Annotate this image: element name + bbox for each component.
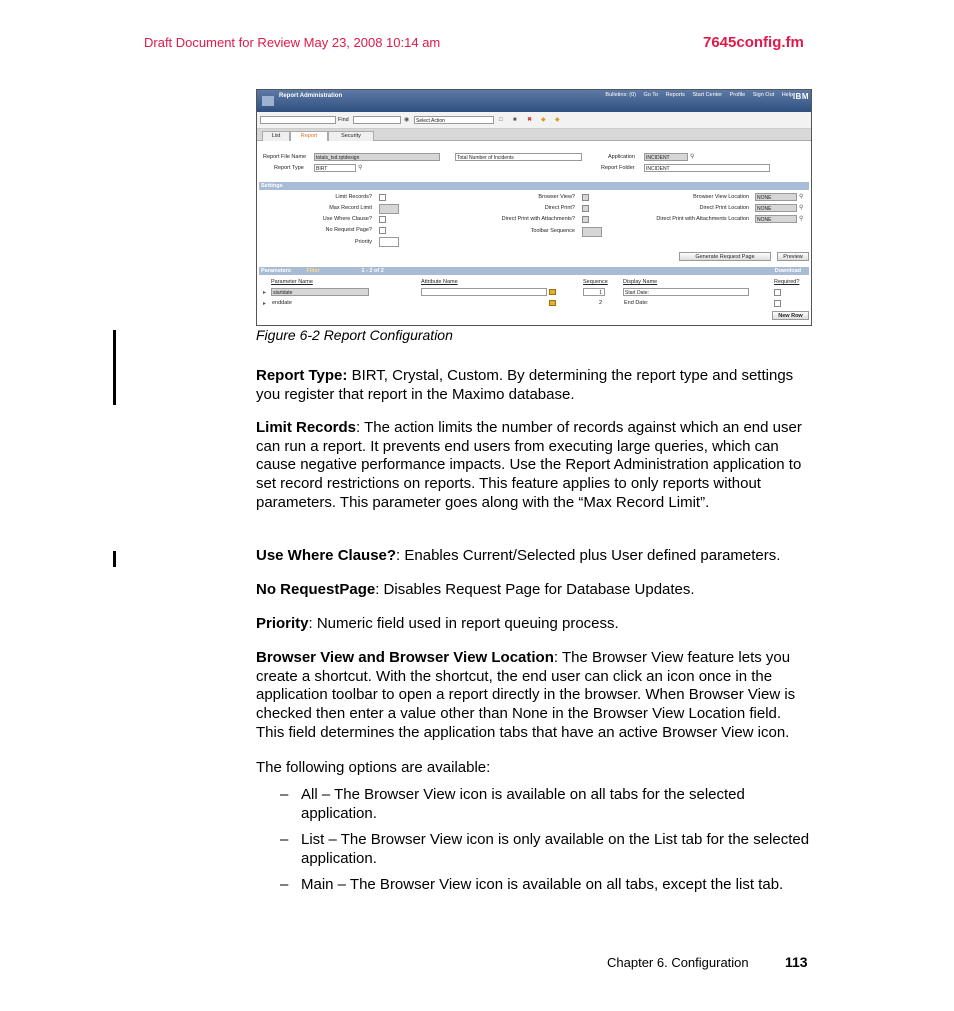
change-bar [113,551,116,567]
term: Browser View and Browser View Location [256,649,554,666]
magnifier-icon[interactable]: ⚲ [358,165,363,171]
list-item [280,876,810,895]
download-link[interactable]: Download [774,268,801,274]
max-record-limit-field [379,204,399,214]
app-title-bar [257,90,811,112]
magnifier-icon[interactable]: ⚲ [799,216,804,222]
column-display-name[interactable]: Display Name [623,279,658,285]
paragraph-limit-records [256,419,812,513]
required-checkbox[interactable] [774,300,781,307]
figure-caption: Figure 6-2 Report Configuration [256,327,453,343]
definition: : The action limits the number of records against which an end user can run a report. It prevents end users from executing large queries, which can cause negative performance impacts. Use the Report Administration application to set record restrictions on reports. This feature applies to only reports without parameters. This parameter goes along with the “Max Record Limit”. [256,419,802,511]
browser-view-label: Browser View? [538,194,575,200]
paragraph-priority [256,615,812,634]
report-type-label: Report Type [274,165,304,171]
magnifier-icon[interactable]: ⚲ [799,205,804,211]
browser-view-checkbox[interactable] [582,194,589,201]
running-header-filename: 7645config.fm [703,34,804,51]
nav-reports[interactable]: Reports [665,92,685,98]
no-request-page-checkbox[interactable] [379,227,386,234]
no-request-page-label: No Request Page? [325,227,372,233]
list-item [280,831,810,868]
list-item-text: List – The Browser View icon is only available on the List tab for the selected application. [301,831,810,867]
paragraph-use-where-clause [256,547,812,566]
maximo-logo-icon [262,96,274,106]
report-file-name-label: Report File Name [263,154,307,160]
toolbar-sequence-field [582,227,602,237]
nav-start-center[interactable]: Start Center [692,92,723,98]
application-field: INCIDENT [644,153,688,161]
limit-records-checkbox[interactable] [379,194,386,201]
page-number: 113 [785,954,808,970]
column-sequence[interactable]: Sequence [583,279,608,285]
nav-help[interactable]: Help [781,92,793,98]
settings-section-header: Settings [259,182,809,190]
paragraph-no-request-page [256,581,812,600]
parameter-name-field: startdate [271,288,369,296]
tab-list[interactable]: List [262,131,290,141]
magnifier-icon[interactable]: ⚲ [690,154,695,160]
display-name-field[interactable]: Start Date: [623,288,749,296]
new-record-icon[interactable]: □ [499,117,503,123]
sequence-field[interactable]: 1 [583,288,605,296]
display-name-text: End Date: [624,300,649,306]
list-dash: – [280,831,289,848]
term: Limit Records [256,419,357,436]
term: No RequestPage [256,581,376,598]
save-icon[interactable]: ■ [513,117,517,123]
report-description-field[interactable]: Total Number of Incidents [455,153,582,161]
definition: : Numeric field used in report queuing process. [308,615,619,632]
preview-button[interactable]: Preview [777,252,809,261]
paragraph-options-intro: The following options are available: [256,759,491,776]
tab-bar [257,129,811,141]
column-parameter-name[interactable]: Parameter Name [271,279,313,285]
column-required[interactable]: Required? [774,279,800,285]
list-dash: – [280,786,289,803]
tab-security[interactable]: Security [328,131,374,141]
term: Use Where Clause? [256,547,397,564]
definition: BIRT, Crystal, Custom. By determining the report type and settings you register that report in the Maximo database. [256,367,794,403]
nav-profile[interactable]: Profile [729,92,746,98]
find-field-select[interactable] [260,116,336,124]
ibm-logo: IBM [792,92,809,101]
toolbar [257,112,811,129]
direct-print-attachments-location-field: NONE [755,215,797,223]
generate-request-page-button[interactable]: Generate Request Page [679,252,771,261]
term: Report Type: [256,367,348,384]
next-icon[interactable]: ◆ [555,117,560,123]
list-item [280,786,810,823]
clear-icon[interactable]: ✖ [527,117,533,123]
previous-icon[interactable]: ◆ [541,117,546,123]
report-file-name-field: totals_tsd.rptdesign [314,153,440,161]
report-type-field[interactable]: BIRT [314,164,356,172]
paging-text: 1 - 2 of 2 [361,268,384,274]
application-label: Application [608,154,635,160]
filter-link[interactable]: Filter [306,268,320,274]
list-dash: – [280,876,289,893]
select-value-icon[interactable] [549,289,556,295]
magnifier-icon[interactable]: ⚲ [799,194,804,200]
binoculars-icon[interactable]: ◉ [404,117,410,123]
definition: : The Browser View feature lets you create a shortcut. With the shortcut, the end user can click an icon once in the application toolbar to open a report directly in the browser. When Browser View is checked then enter a value other than None in the Browser View Location field. This field determines the application tabs that have an active Browser View icon. [256,649,796,741]
definition: : Enables Current/Selected plus User defined parameters. [396,547,781,564]
column-attribute-name[interactable]: Attribute Name [421,279,458,285]
nav-sign-out[interactable]: Sign Out [752,92,775,98]
running-header-draft: Draft Document for Review May 23, 2008 10:14 am [144,35,441,50]
direct-print-checkbox[interactable] [582,205,589,212]
browser-view-location-label: Browser View Location [693,194,749,200]
find-label: Find [338,117,349,123]
attribute-name-field[interactable] [421,288,547,296]
direct-print-attachments-location-label: Direct Print with Attachments Location [656,216,749,222]
sequence-text: 2 [599,300,603,306]
required-checkbox[interactable] [774,289,781,296]
browser-view-location-field: NONE [755,193,797,201]
nav-bulletins[interactable]: Bulletins: (0) [605,92,636,98]
term: Priority [256,615,309,632]
find-input[interactable] [353,116,401,124]
direct-print-attachments-label: Direct Print with Attachments? [501,216,575,222]
definition: : Disables Request Page for Database Updates. [375,581,695,598]
direct-print-location-field: NONE [755,204,797,212]
select-action-dropdown[interactable]: Select Action [414,116,494,124]
use-where-clause-label: Use Where Clause? [322,216,372,222]
priority-field[interactable] [379,237,399,247]
paragraph-browser-view [256,649,812,743]
limit-records-label: Limit Records? [335,194,372,200]
report-folder-label: Report Folder [601,165,635,171]
parameters-section-header [259,267,809,275]
nav-go-to[interactable]: Go To [643,92,659,98]
list-item-text: Main – The Browser View icon is available on all tabs, except the list tab. [301,876,784,893]
report-folder-field[interactable]: INCIDENT [644,164,770,172]
expand-row-icon[interactable]: ▸ [263,301,267,307]
report-administration-screenshot [256,89,812,326]
app-title: Report Administration [279,93,343,99]
new-row-button[interactable]: New Row [772,311,809,320]
tab-report[interactable]: Report [290,131,328,141]
select-value-icon[interactable] [549,300,556,306]
priority-label: Priority [354,239,372,245]
parameters-title: Parameters [261,268,291,274]
footer-chapter: Chapter 6. Configuration [607,955,749,970]
direct-print-location-label: Direct Print Location [699,205,749,211]
expand-row-icon[interactable]: ▸ [263,290,267,296]
paragraph-report-type [256,367,812,404]
max-record-limit-label: Max Record Limit [329,205,372,211]
list-item-text: All – The Browser View icon is available on all tabs for the selected application. [301,786,745,822]
toolbar-sequence-label: Toolbar Sequence [530,228,575,234]
direct-print-label: Direct Print? [544,205,575,211]
parameter-name-text: enddate [272,300,292,306]
use-where-clause-checkbox[interactable] [379,216,386,223]
direct-print-attachments-checkbox[interactable] [582,216,589,223]
change-bar [113,330,116,405]
top-nav [599,92,793,98]
